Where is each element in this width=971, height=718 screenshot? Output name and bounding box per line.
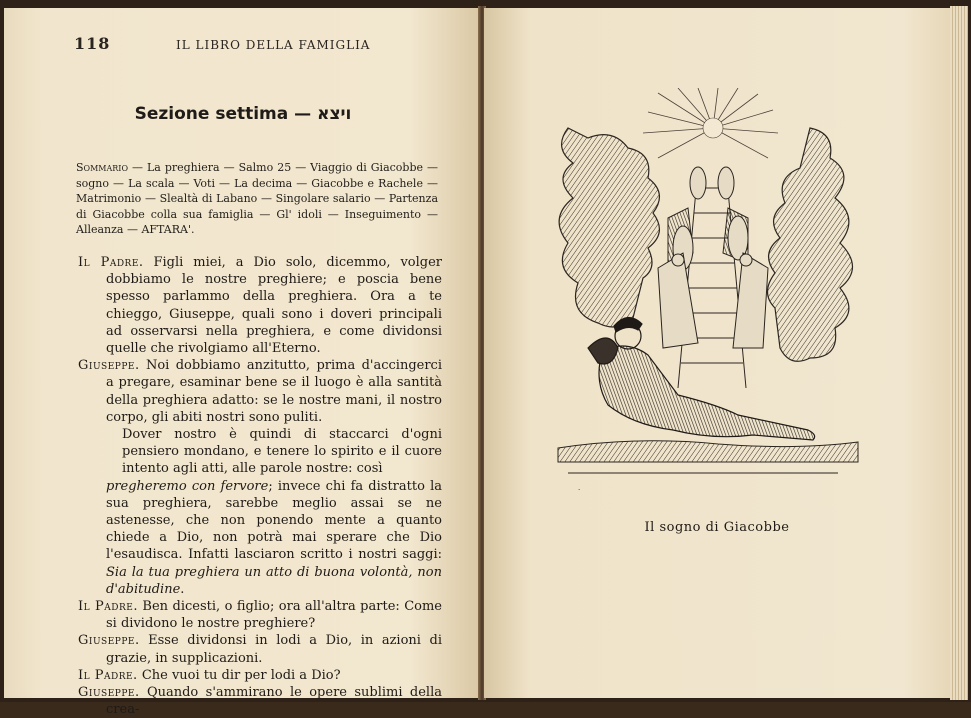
paragraph-text: Quando s'ammirano le opere sublimi della crea- <box>106 685 442 718</box>
left-page <box>4 8 482 718</box>
paragraph-text: Figli miei, a Dio solo, dicemmo, volger dobbiamo le nostre preghiere; e poscia bene spesso parlammo della preghiera. Ora a te chieggo, Giuseppe, quali sono i doveri principali ad osservarsi nella preghiera, e come dividonsi quelle che rivolgiamo all'Eterno. <box>106 255 443 357</box>
paragraph <box>78 667 442 684</box>
italic-quote: Sia la tua preghiera un atto di buona volontà, non d'abitudine <box>106 564 442 597</box>
paragraph <box>78 426 442 598</box>
cloud-right <box>768 128 853 361</box>
angels <box>658 167 768 348</box>
speaker: Il Padre. <box>78 255 144 270</box>
paragraph-text: Noi dobbiamo anzitutto, prima d'accingerci a pregare, esaminar bene se il luogo è alla santità della preghiera adatto: se le nostre mani, il nostro corpo, gli abiti nostri sono puliti. <box>106 358 442 425</box>
cloud-left <box>559 128 659 327</box>
paragraph-text: Esse dividonsi in lodi a Dio, in azioni di grazie, in supplicazioni. <box>106 633 442 666</box>
paragraph <box>78 684 442 718</box>
ground <box>558 441 858 473</box>
italic-text: pregheremo con fervore <box>106 478 269 494</box>
paragraph <box>78 632 442 666</box>
paragraph-text: ; invece chi fa distratto la sua preghiera, sarebbe meglio assai se ne astenesse, che non ponendo mente a quanto chiede a Dio, non potrà mai sperare che Dio l'esaudisca. Infatti lasciaron scritto i nostri saggi: <box>106 478 442 563</box>
summary <box>76 160 438 238</box>
section-title: Sezione settima — ויצא <box>134 104 352 124</box>
speaker: Il Padre. <box>78 599 138 615</box>
paragraph-text: Ben dicesti, o figlio; ora all'altra parte: Come si dividono le nostre preghiere? <box>106 599 442 632</box>
running-title: IL LIBRO DELLA FAMIGLIA <box>176 38 371 52</box>
speaker: Giuseppe. <box>78 633 140 649</box>
page-number: 118 <box>74 34 111 53</box>
speaker: Giuseppe. <box>78 358 140 374</box>
page-edges <box>950 6 968 700</box>
speaker: Il Padre. <box>78 667 138 683</box>
paragraph <box>78 357 442 426</box>
summary-text: — La preghiera — Salmo 25 — Viaggio di Giacobbe — sogno — La scala — Voti — La decima — Giacobbe e Rachele — Matrimonio — Slealtà di Labano — Singolare salario — Partenza di Giacobbe colla sua famiglia — Gl' idoli — Inseguimento — Alleanza — AFTARA'. <box>76 161 438 237</box>
paragraph <box>78 254 442 357</box>
paragraph-text: Dover nostro è quindi di staccarci d'ogni pensiero mondano, e tenere lo spirito e il cuore intento agli atti, alle parole nostre: così <box>122 427 442 477</box>
ladder <box>678 168 746 388</box>
paragraph-text: . <box>180 581 185 597</box>
speaker: Giuseppe. <box>78 685 140 701</box>
paragraph-text: Che vuoi tu dir per lodi a Dio? <box>137 667 341 683</box>
paragraph <box>78 598 442 632</box>
illustration-caption: Il sogno di Giacobbe <box>644 520 790 535</box>
svg-text:.: . <box>578 484 581 492</box>
jacobs-ladder-engraving <box>548 88 860 500</box>
body-text <box>78 254 442 718</box>
summary-label: Sommario <box>76 161 128 174</box>
